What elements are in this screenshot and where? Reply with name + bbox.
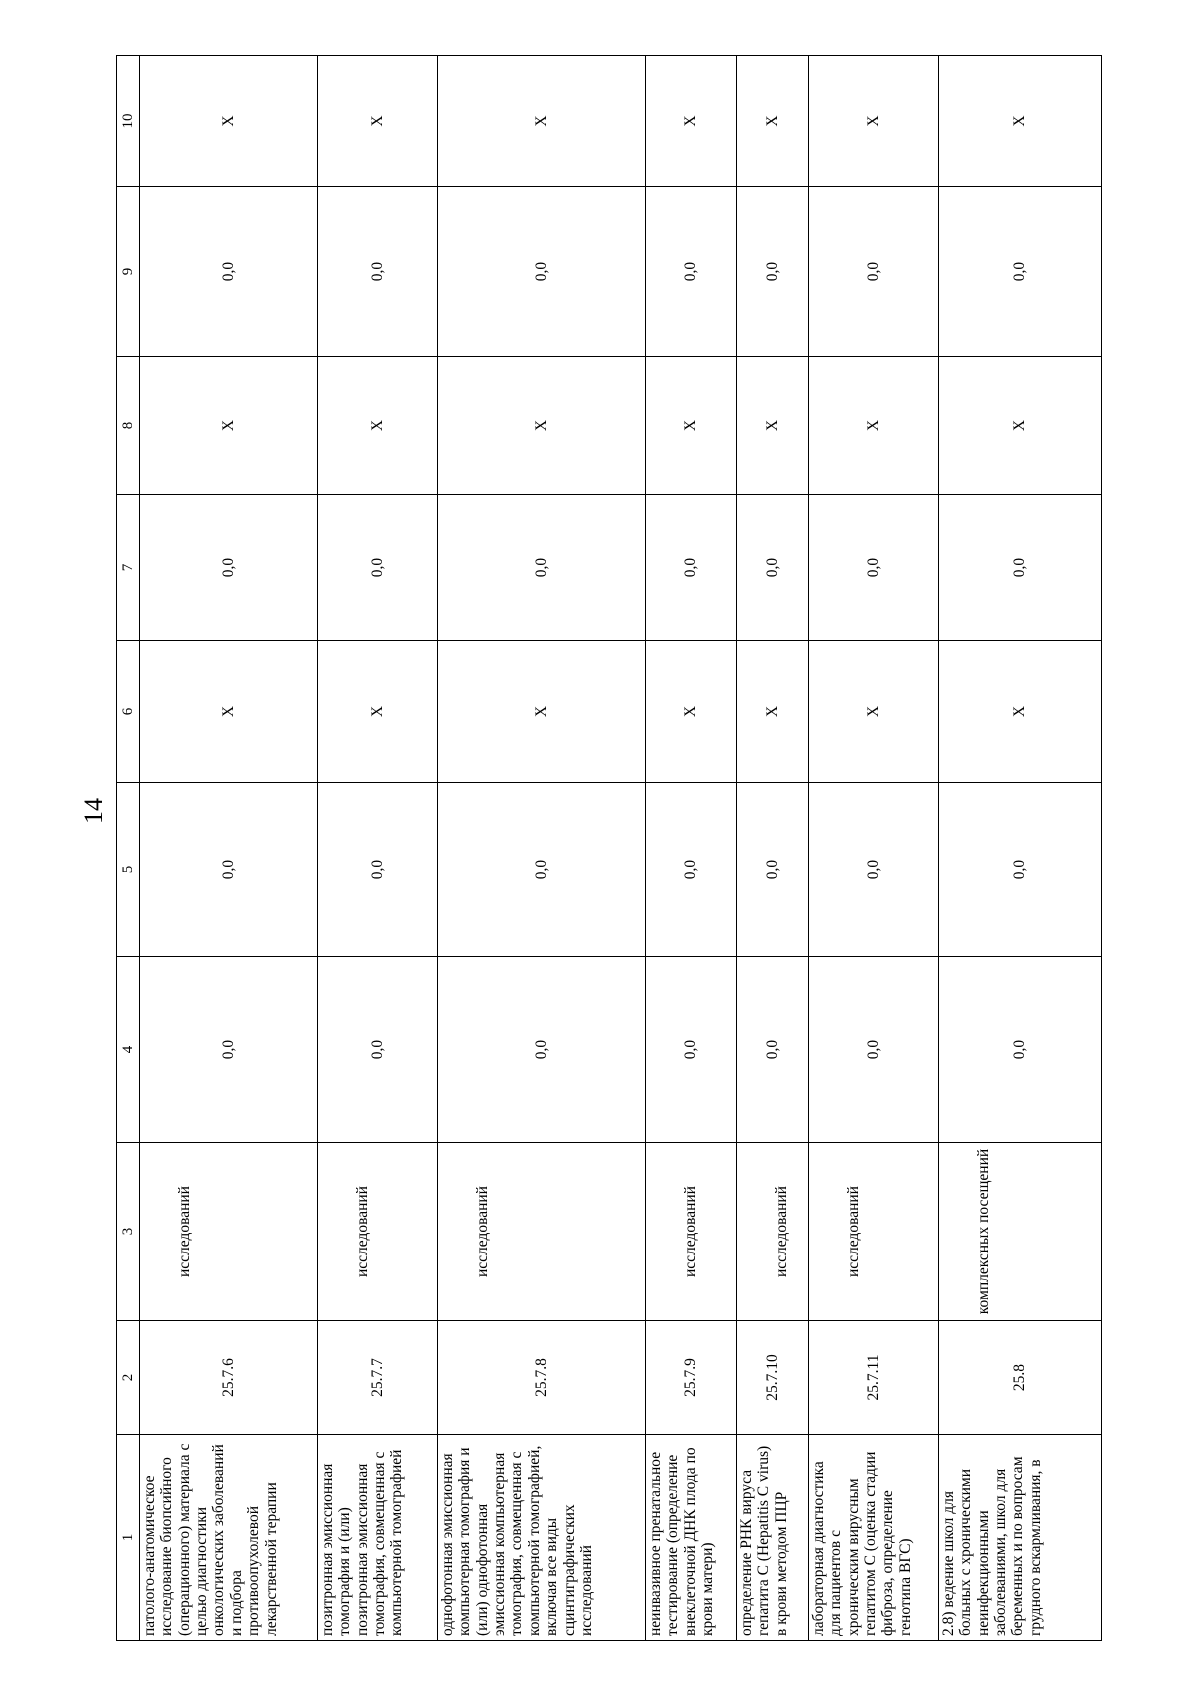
cell-col10: X — [438, 56, 646, 187]
cell-col6: X — [438, 641, 646, 783]
cell-col7: 0,0 — [646, 495, 737, 641]
table-row — [737, 56, 809, 1641]
cell-col7: 0,0 — [140, 495, 318, 641]
row-name: патолого-анатомическое исследование биопсийного (операционного) материала с целью диагностики онкологических заболеваний и подбора противоопухолевой лекарственной терапии — [140, 1435, 318, 1641]
cell-col10: X — [737, 56, 809, 187]
row-code: 25.7.11 — [809, 1321, 939, 1435]
row-code: 25.8 — [939, 1321, 1102, 1435]
cell-col6: X — [646, 641, 737, 783]
cell-col10: X — [646, 56, 737, 187]
column-header: 4 — [117, 957, 140, 1143]
page-number: 14 — [79, 798, 108, 824]
cell-col4: 0,0 — [438, 957, 646, 1143]
row-unit: исследований — [140, 1143, 318, 1321]
cell-col5: 0,0 — [737, 783, 809, 957]
row-unit: исследований — [737, 1143, 809, 1321]
row-unit: комплексных посещений — [939, 1143, 1102, 1321]
cell-col10: X — [939, 56, 1102, 187]
data-table — [116, 55, 1102, 1641]
cell-col4: 0,0 — [646, 957, 737, 1143]
cell-col9: 0,0 — [646, 187, 737, 357]
table-row — [438, 56, 646, 1641]
row-unit: исследований — [809, 1143, 939, 1321]
cell-col9: 0,0 — [737, 187, 809, 357]
cell-col4: 0,0 — [318, 957, 438, 1143]
table-row — [939, 56, 1102, 1641]
column-header: 1 — [117, 1435, 140, 1641]
cell-col9: 0,0 — [809, 187, 939, 357]
cell-col9: 0,0 — [939, 187, 1102, 357]
table-row — [140, 56, 318, 1641]
cell-col10: X — [809, 56, 939, 187]
column-header: 3 — [117, 1143, 140, 1321]
cell-col7: 0,0 — [318, 495, 438, 641]
cell-col5: 0,0 — [140, 783, 318, 957]
row-name: однофотонная эмиссионная компьютерная томография и (или) однофотонная эмиссионная компьютерная томография, совмещенная с компьютерной томографией, включая все виды сцинтиграфических исследований — [438, 1435, 646, 1641]
cell-col4: 0,0 — [809, 957, 939, 1143]
row-unit: исследований — [438, 1143, 646, 1321]
cell-col5: 0,0 — [809, 783, 939, 957]
cell-col6: X — [318, 641, 438, 783]
column-header: 7 — [117, 495, 140, 641]
cell-col5: 0,0 — [318, 783, 438, 957]
column-header: 8 — [117, 357, 140, 495]
cell-col8: X — [646, 357, 737, 495]
cell-col5: 0,0 — [646, 783, 737, 957]
cell-col4: 0,0 — [737, 957, 809, 1143]
row-code: 25.7.8 — [438, 1321, 646, 1435]
cell-col8: X — [809, 357, 939, 495]
row-name: 2.8) ведение школ для больных с хроническими неинфекционными заболеваниями, школ для беременных и по вопросам грудного вскармливания, в — [939, 1435, 1102, 1641]
row-unit: исследований — [646, 1143, 737, 1321]
row-name: определение РНК вируса гепатита С (Hepatitis C virus) в крови методом ПЦР — [737, 1435, 809, 1641]
cell-col6: X — [737, 641, 809, 783]
column-header: 2 — [117, 1321, 140, 1435]
cell-col7: 0,0 — [438, 495, 646, 641]
cell-col7: 0,0 — [809, 495, 939, 641]
rotated-table-frame — [116, 56, 1102, 1641]
cell-col4: 0,0 — [939, 957, 1102, 1143]
cell-col8: X — [318, 357, 438, 495]
cell-col5: 0,0 — [438, 783, 646, 957]
row-code: 25.7.7 — [318, 1321, 438, 1435]
row-code: 25.7.6 — [140, 1321, 318, 1435]
cell-col5: 0,0 — [939, 783, 1102, 957]
row-code: 25.7.10 — [737, 1321, 809, 1435]
cell-col6: X — [140, 641, 318, 783]
row-unit: исследований — [318, 1143, 438, 1321]
column-header: 9 — [117, 187, 140, 357]
cell-col8: X — [737, 357, 809, 495]
cell-col7: 0,0 — [939, 495, 1102, 641]
cell-col4: 0,0 — [140, 957, 318, 1143]
table-container — [116, 56, 1102, 1641]
row-name: неинвазивное пренатальное тестирование (определение внеклеточной ДНК плода по крови матери) — [646, 1435, 737, 1641]
cell-col6: X — [809, 641, 939, 783]
cell-col9: 0,0 — [438, 187, 646, 357]
cell-col9: 0,0 — [318, 187, 438, 357]
table-row — [646, 56, 737, 1641]
header-row — [117, 56, 140, 1641]
column-header: 5 — [117, 783, 140, 957]
cell-col7: 0,0 — [737, 495, 809, 641]
cell-col8: X — [438, 357, 646, 495]
row-name: позитронная эмиссионная томография и (или) позитронная эмиссионная томография, совмещенная с компьютерной томографией — [318, 1435, 438, 1641]
cell-col8: X — [939, 357, 1102, 495]
row-name: лабораторная диагностика для пациентов с хроническим вирусным гепатитом С (оценка стадии фиброза, определение генотипа ВГС) — [809, 1435, 939, 1641]
column-header: 10 — [117, 56, 140, 187]
cell-col8: X — [140, 357, 318, 495]
table-row — [318, 56, 438, 1641]
cell-col9: 0,0 — [140, 187, 318, 357]
table-row — [809, 56, 939, 1641]
column-header: 6 — [117, 641, 140, 783]
cell-col10: X — [140, 56, 318, 187]
row-code: 25.7.9 — [646, 1321, 737, 1435]
cell-col10: X — [318, 56, 438, 187]
cell-col6: X — [939, 641, 1102, 783]
